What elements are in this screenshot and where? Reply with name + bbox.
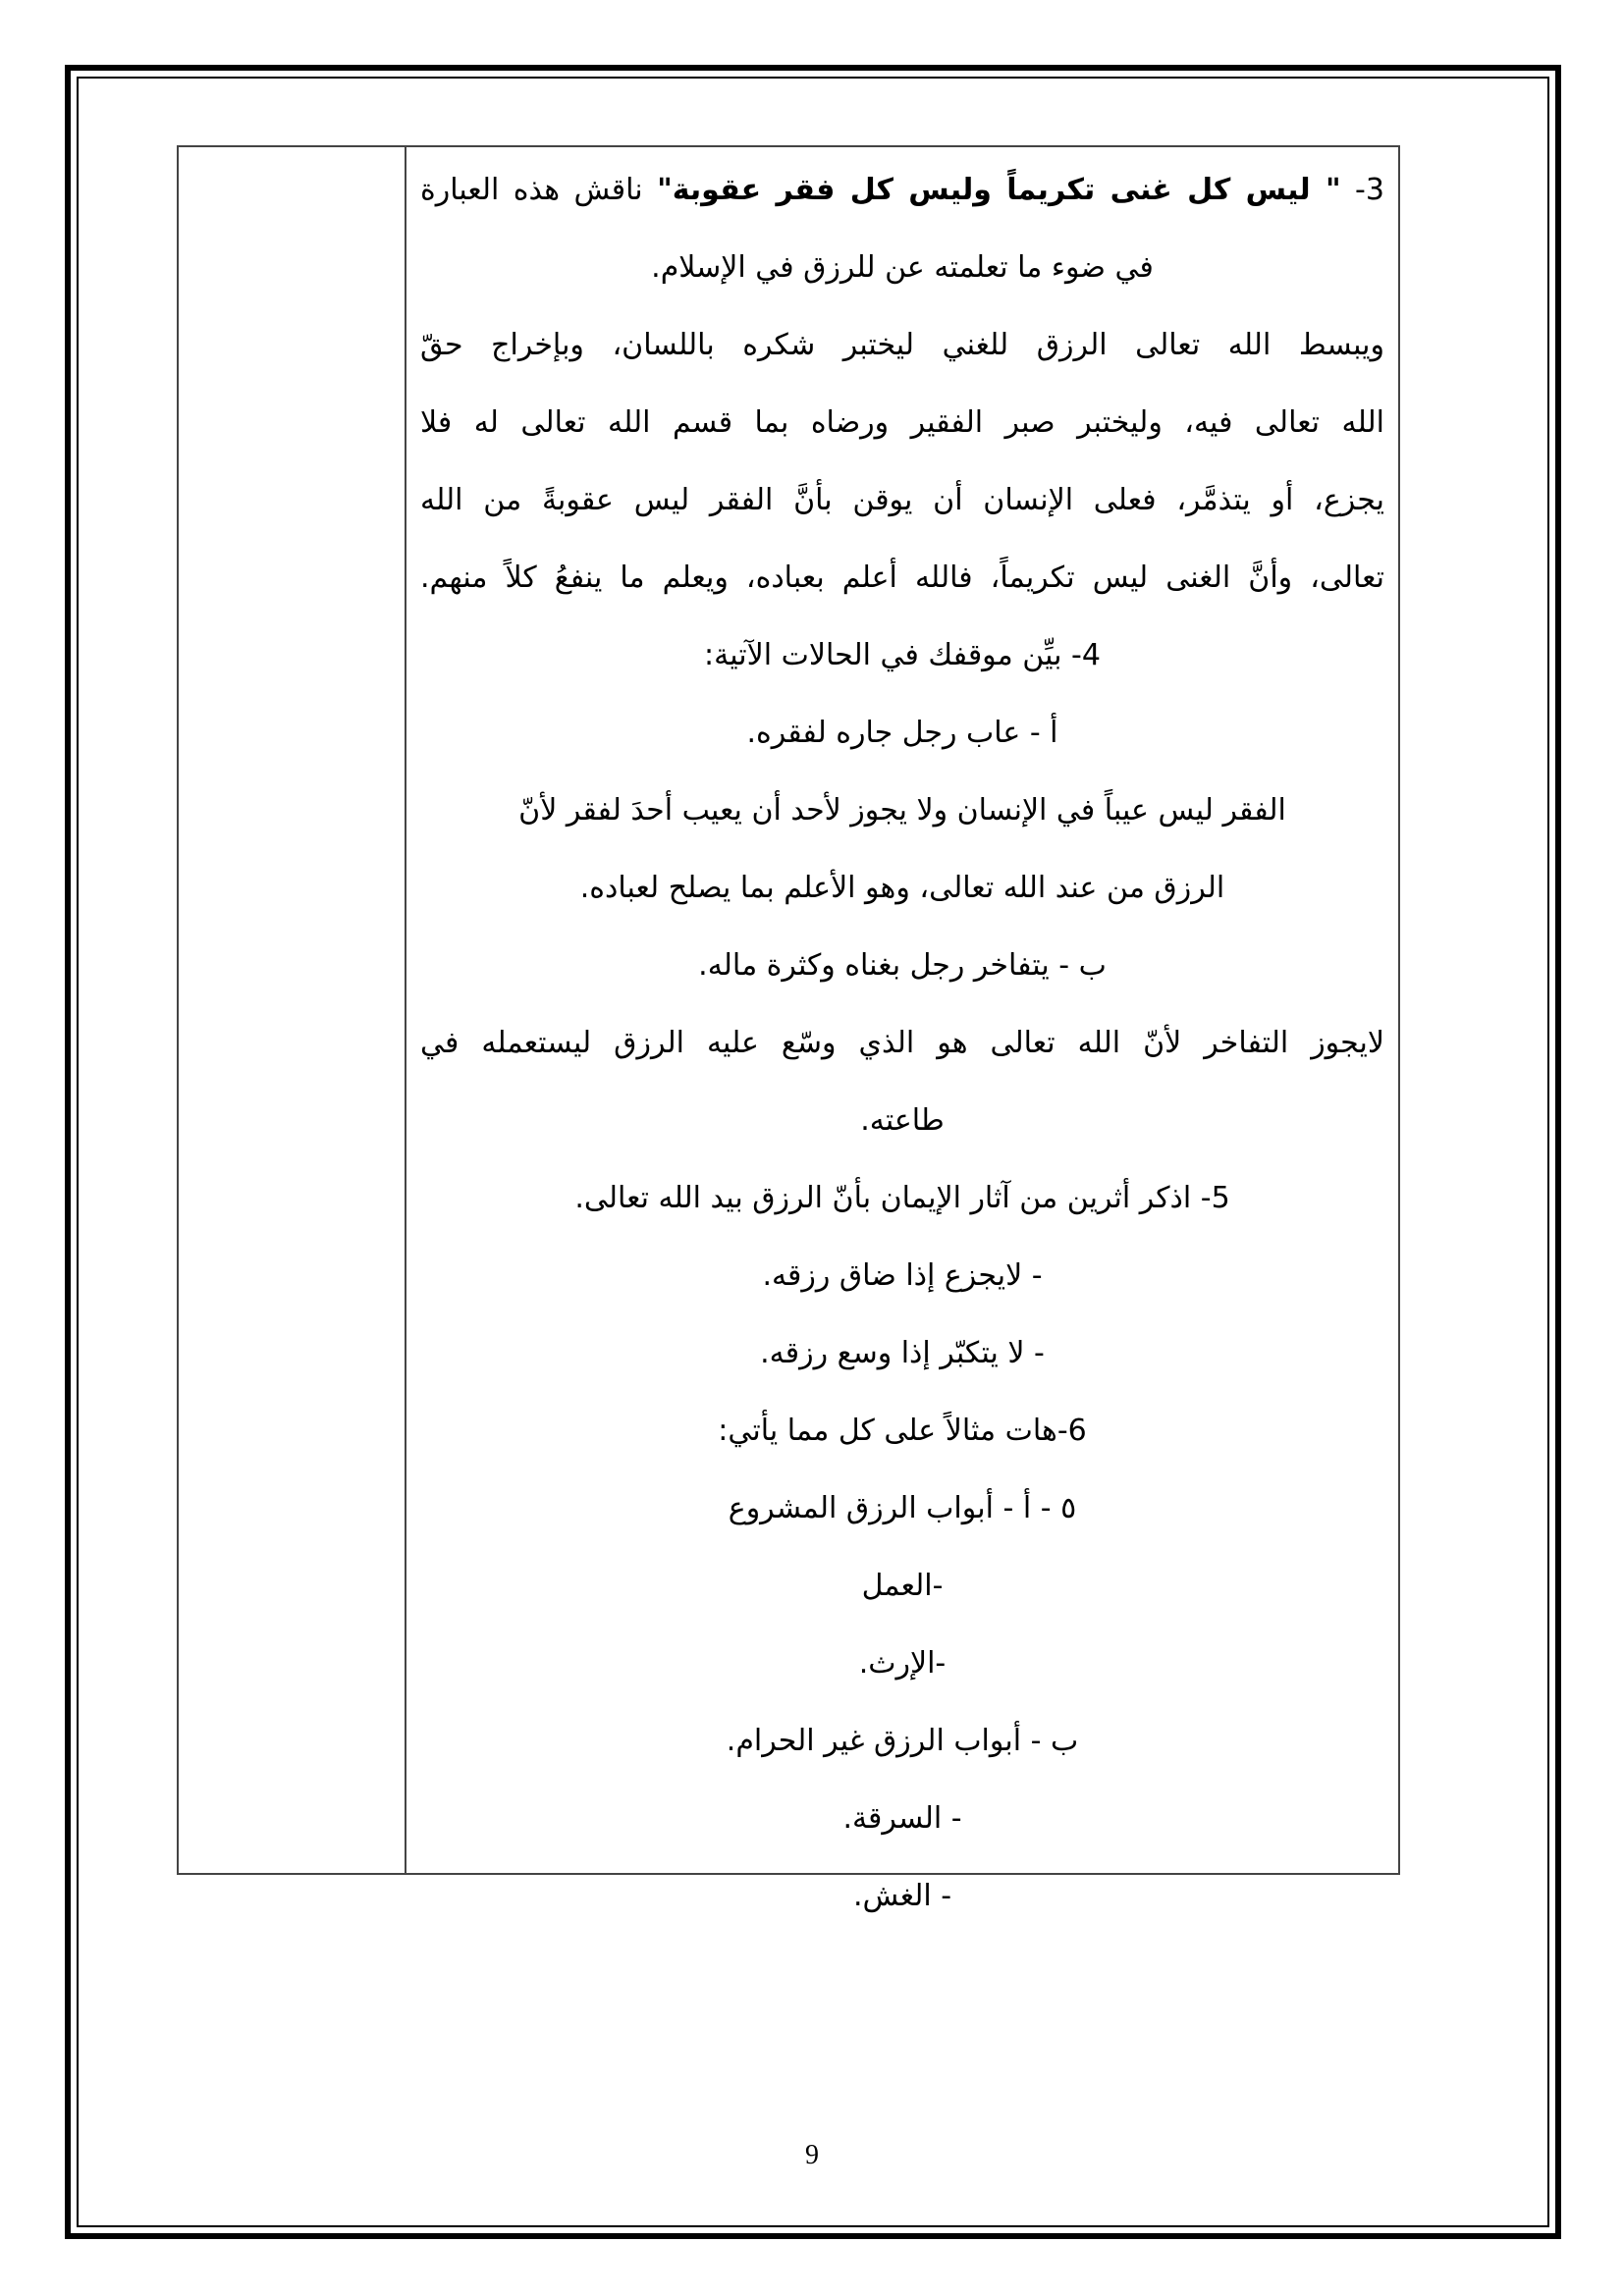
q4-case-a: أ - عاب رجل جاره لفقره. (746, 716, 1058, 750)
q3-answer-line1: ويبسط الله تعالى الرزق للغني ليختبر شكره باللسان، وبإخراج حقّ (420, 328, 1384, 362)
q4-case-b: ب - يتفاخر رجل بغناه وكثرة ماله. (698, 948, 1107, 983)
q4-heading: 4- بيِّن موقفك في الحالات الآتية: (704, 638, 1101, 672)
q6-part-a: ٥ - أ - أبواب الرزق المشروع (728, 1491, 1077, 1525)
q4-case-a-answer-line1: الفقر ليس عيباً في الإنسان ولا يجوز لأحد أن يعيب أحدَ لفقر لأنّ (518, 793, 1286, 828)
q3-heading-line2: في ضوء ما تعلمته عن للرزق في الإسلام. (651, 250, 1154, 285)
empty-left-column (179, 147, 406, 1873)
page-number: 9 (805, 2140, 819, 2170)
q6-part-a-answer-1: -العمل (861, 1569, 944, 1603)
q6-part-b-answer-2: - الغش. (852, 1879, 952, 1913)
q3-number: 3- (1340, 173, 1384, 207)
q6-part-b-answer-1: - السرقة. (842, 1801, 962, 1836)
q6-heading: 6-هات مثالاً على كل مما يأتي: (718, 1414, 1087, 1448)
q4-case-b-answer-line1: لايجوز التفاخر لأنّ الله تعالى هو الذي وسّع عليه الرزق ليستعمله في (420, 1026, 1384, 1060)
answers-column (406, 147, 1398, 1913)
q5-answer-1: - لايجزع إذا ضاق رزقه. (762, 1258, 1043, 1293)
q4-case-b-answer-line2: طاعته. (860, 1103, 945, 1138)
q3-answer-line3: يجزع، أو يتذمَّر، فعلى الإنسان أن يوقن بأنَّ الفقر ليس عقوبةً من الله (420, 483, 1384, 517)
q3-answer-line4: تعالى، وأنَّ الغنى ليس تكريماً، فالله أعلم بعباده، ويعلم ما ينفعُ كلاً منهم. (420, 561, 1384, 595)
q3-heading (420, 151, 1384, 229)
q6-part-a-answer-2: -الإرث. (858, 1646, 947, 1681)
q3-quote: " ليس كل غنى تكريماً وليس كل فقر عقوبة" (657, 173, 1341, 207)
q6-part-b: ب - أبواب الرزق غير الحرام. (726, 1724, 1079, 1758)
q4-case-a-answer-line2: الرزق من عند الله تعالى، وهو الأعلم بما يصلح لعباده. (579, 871, 1225, 905)
q3-answer-line2: الله تعالى فيه، وليختبر صبر الفقير ورضاه بما قسم الله تعالى له فلا (420, 405, 1384, 440)
answer-table (177, 145, 1400, 1913)
q5-heading: 5- اذكر أثرين من آثار الإيمان بأنّ الرزق بيد الله تعالى. (574, 1181, 1230, 1215)
q3-instruction: ناقش هذه العبارة (420, 173, 658, 207)
q5-answer-2: - لا يتكبّر إذا وسع رزقه. (760, 1336, 1045, 1370)
